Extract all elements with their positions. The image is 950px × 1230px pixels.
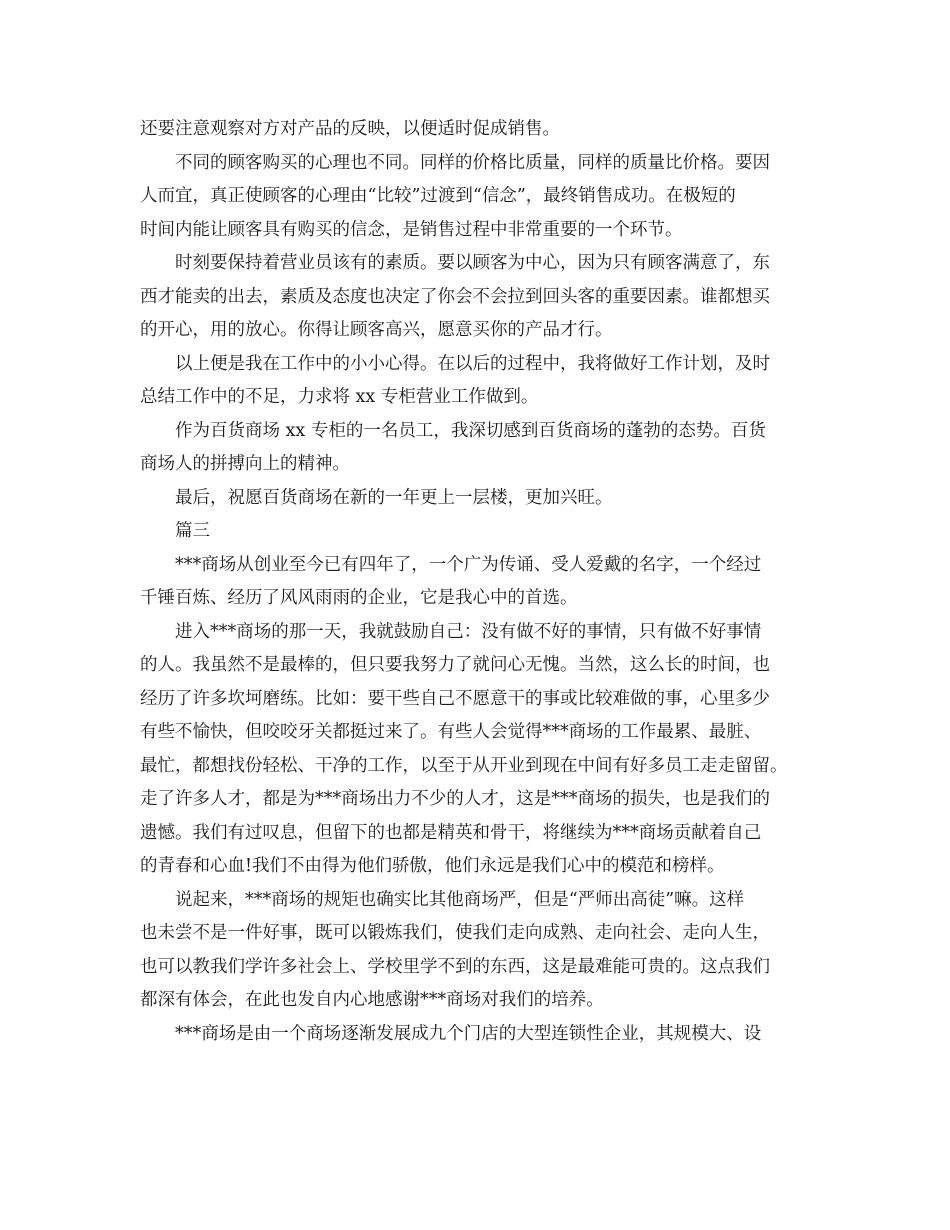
text-line: ***商场是由一个商场逐渐发展成九个门店的大型连锁性企业，其规模大、设 bbox=[175, 1023, 762, 1044]
text-line: 人而宜，真正使顾客的心理由“比较”过渡到“信念”，最终销售成功。在极短的 bbox=[140, 186, 736, 206]
text-line: 进入***商场的那一天，我就鼓励自己：没有做不好的事情，只有做不好事情 bbox=[175, 621, 762, 642]
text-line: 总结工作中的不足，力求将 xx 专柜营业工作做到。 bbox=[140, 387, 539, 407]
text-line: 有些不愉快，但咬咬牙关都挺过来了。有些人会觉得***商场的工作最累、最脏、 bbox=[140, 722, 762, 742]
text-line: 商场人的拼搏向上的精神。 bbox=[140, 454, 350, 474]
document-body bbox=[140, 113, 830, 1051]
text-line: 遗憾。我们有过叹息，但留下的也都是精英和骨干，将继续为***商场贡献着自己 bbox=[140, 822, 762, 843]
text-line: 篇三 bbox=[175, 521, 210, 541]
text-line: 还要注意观察对方对产品的反映，以便适时促成销售。 bbox=[140, 119, 560, 139]
text-line: 走了许多人才，都是为***商场出力不少的人才，这是***商场的损失，也是我们的 bbox=[140, 789, 770, 809]
text-line: 最忙，都想找份轻松、干净的工作，以至于从开业到现在中间有好多员工走走留留。 bbox=[140, 755, 788, 776]
text-line: 不同的顾客购买的心理也不同。同样的价格比质量，同样的质量比价格。要因 bbox=[175, 152, 770, 173]
text-line: 都深有体会，在此也发自内心地感谢***商场对我们的培养。 bbox=[140, 990, 604, 1010]
text-line: 西才能卖的出去，素质及态度也决定了你会不会拉到回头客的重要因素。谁都想买 bbox=[140, 286, 770, 307]
text-line: 作为百货商场 xx 专柜的一名员工，我深切感到百货商场的蓬勃的态势。百货 bbox=[175, 420, 766, 441]
text-line: 的人。我虽然不是最棒的，但只要我努力了就问心无愧。当然，这么长的时间，也 bbox=[140, 655, 770, 675]
text-line: 时间内能让顾客具有购买的信念，是销售过程中非常重要的一个环节。 bbox=[140, 219, 683, 240]
text-line: 最后，祝愿百货商场在新的一年更上一层楼，更加兴旺。 bbox=[175, 487, 613, 508]
text-line: 以上便是我在工作中的小小心得。在以后的过程中，我将做好工作计划，及时 bbox=[175, 353, 770, 374]
text-line: 千锤百炼、经历了风风雨雨的企业，它是我心中的首选。 bbox=[140, 588, 578, 608]
text-line: 时刻要保持着营业员该有的素质。要以顾客为中心，因为只有顾客满意了，东 bbox=[175, 253, 770, 273]
text-line: 的开心，用的放心。你得让顾客高兴，愿意买你的产品才行。 bbox=[140, 320, 613, 340]
text-line: 经历了许多坎坷磨练。比如：要干些自己不愿意干的事或比较难做的事，心里多少 bbox=[140, 688, 770, 709]
text-line: 说起来，***商场的规矩也确实比其他商场严，但是“严师出高徒”嘛。这样 bbox=[175, 889, 745, 910]
text-line: 也未尝不是一件好事，既可以锻炼我们，使我们走向成熟、走向社会、走向人生， bbox=[140, 923, 770, 943]
text-line: ***商场从创业至今已有四年了，一个广为传诵、受人爱戴的名字，一个经过 bbox=[175, 554, 762, 575]
text-line: 也可以教我们学许多社会上、学校里学不到的东西，这是最难能可贵的。这点我们 bbox=[140, 956, 770, 977]
text-line: 的青春和心血!我们不由得为他们骄傲，他们永远是我们心中的模范和榜样。 bbox=[140, 856, 725, 876]
